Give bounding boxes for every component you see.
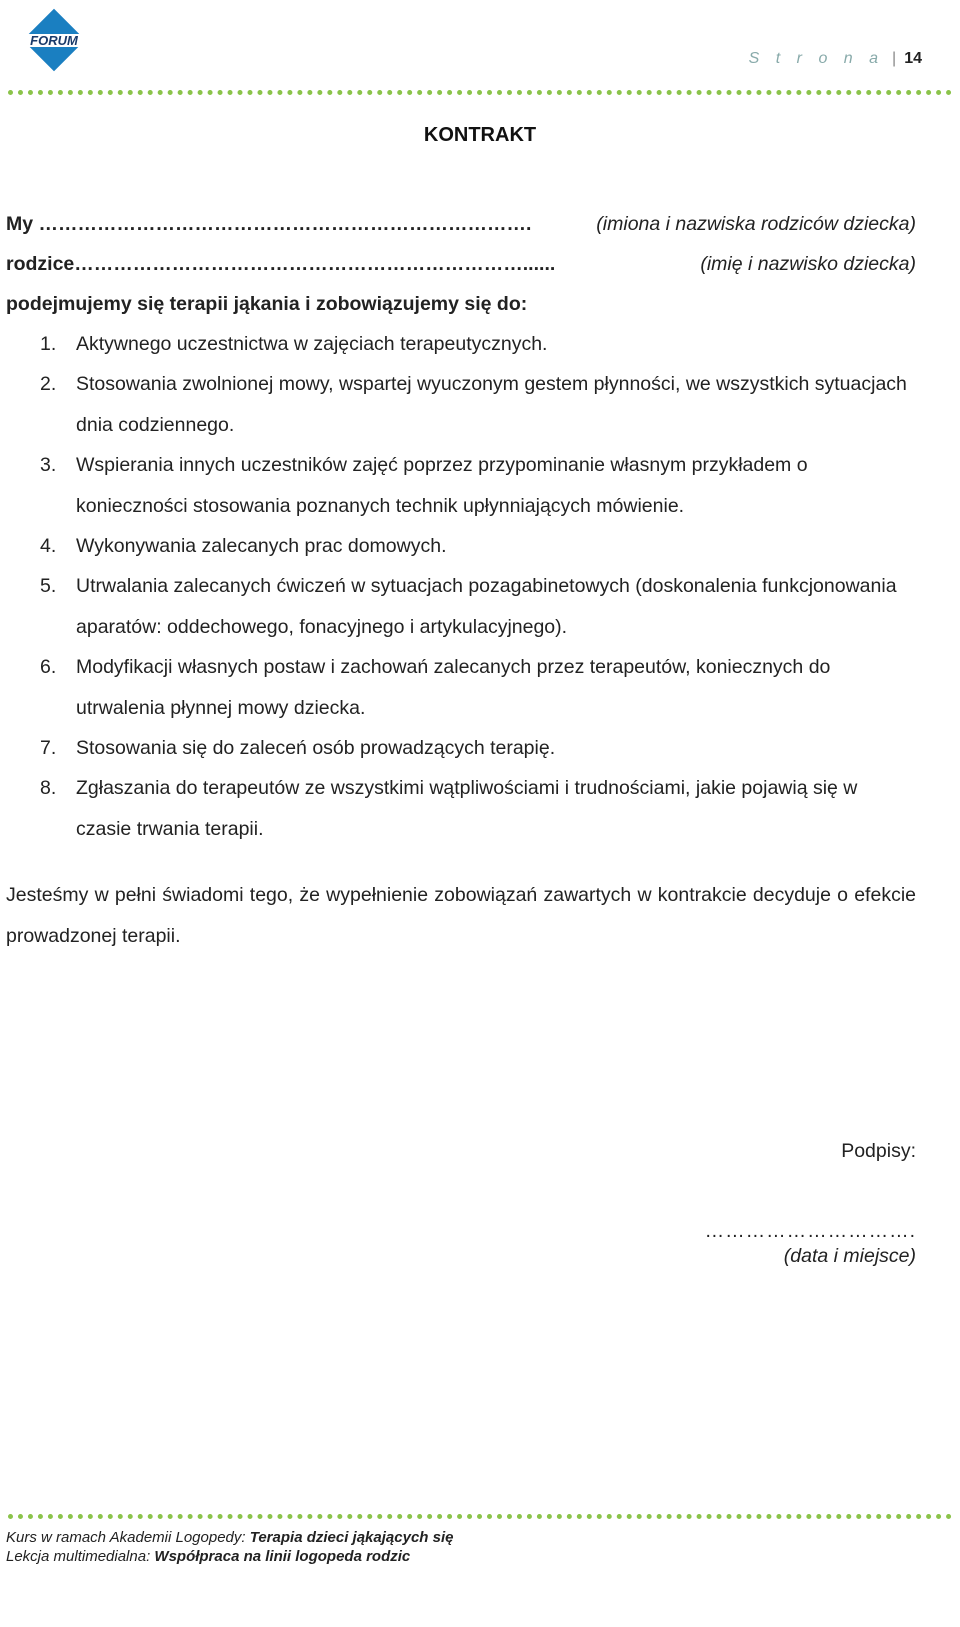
parents-hint: (imiona i nazwiska rodziców dziecka) — [596, 213, 916, 235]
child-blank: rodzice……………………………………………………………...... — [6, 253, 556, 275]
item-text: Stosowania zwolnionej mowy, wspartej wyuczonym gestem płynności, we wszystkich sytuacjach dnia codziennego. — [76, 373, 907, 436]
page-indicator — [749, 50, 922, 68]
list-item — [6, 526, 916, 566]
item-text: Wspierania innych uczestników zajęć poprzez przypominanie własnym przykładem o konieczności stosowania poznanych technik upłynniających mówienie. — [76, 454, 808, 517]
list-item — [6, 324, 916, 364]
item-number: 5. — [40, 575, 57, 598]
page-word: S t r o n a — [748, 50, 885, 67]
page-separator: | — [892, 50, 897, 67]
parents-blank: My …………………………………………………………………. — [6, 213, 532, 235]
item-number: 1. — [40, 333, 57, 355]
parents-line — [6, 204, 916, 244]
page-number: 14 — [904, 50, 922, 67]
footer-course-title: Terapia dzieci jąkających się — [249, 1529, 454, 1546]
svg-text:FORUM: FORUM — [30, 33, 78, 48]
list-item — [6, 768, 916, 849]
list-item — [6, 364, 916, 445]
forum-logo-graphic — [22, 8, 86, 72]
footer-dotted-divider — [8, 1514, 952, 1519]
footer — [6, 1528, 453, 1566]
item-text: Stosowania się do zaleceń osób prowadzących terapię. — [76, 737, 556, 760]
item-number: 3. — [40, 454, 57, 477]
item-number: 4. — [40, 535, 57, 558]
item-number: 7. — [40, 737, 57, 760]
contract-body — [6, 204, 916, 849]
obligations-list — [6, 324, 916, 849]
item-text: Zgłaszania do terapeutów ze wszystkimi wątpliwościami i trudnościami, jakie pojawią się w czasie trwania terapii. — [76, 777, 858, 840]
child-hint: (imię i nazwisko dziecka) — [700, 253, 916, 275]
closing-paragraph: Jesteśmy w pełni świadomi tego, że wypełnienie zobowiązań zawartych w kontrakcie decyduje o efekcie prowadzonej terapii. — [6, 884, 916, 947]
footer-lesson-title: Współpraca na linii logopeda rodzic — [154, 1548, 411, 1565]
item-number: 2. — [40, 373, 57, 396]
footer-course-prefix: Kurs w ramach Akademii Logopedy: — [6, 1529, 250, 1546]
header-dotted-divider — [8, 90, 952, 95]
item-text: Modyfikacji własnych postaw i zachowań zalecanych przez terapeutów, koniecznych do utrwalenia płynnej mowy dziecka. — [76, 656, 831, 719]
date-place-hint: (data i miejsce) — [783, 1245, 916, 1267]
footer-lesson-line — [6, 1547, 453, 1566]
signatures-label: Podpisy: — [841, 1140, 916, 1162]
item-number: 6. — [40, 656, 57, 679]
footer-course-line — [6, 1528, 453, 1547]
child-line — [6, 244, 916, 284]
document-title: KONTRAKT — [423, 124, 537, 146]
signature-blank: …………………………. — [704, 1220, 916, 1242]
item-text: Wykonywania zalecanych prac domowych. — [76, 535, 447, 558]
list-item — [6, 728, 916, 768]
list-item — [6, 445, 916, 526]
footer-lesson-prefix: Lekcja multimedialna: — [6, 1548, 155, 1565]
item-text: Aktywnego uczestnictwa w zajęciach terapeutycznych. — [76, 333, 548, 355]
list-item — [6, 566, 916, 647]
item-number: 8. — [40, 777, 57, 800]
forum-logo — [22, 8, 86, 72]
list-item — [6, 647, 916, 728]
item-text: Utrwalania zalecanych ćwiczeń w sytuacjach pozagabinetowych (doskonalenia funkcjonowania aparatów: oddechowego, fonacyjnego i artykulacyjnego). — [76, 575, 897, 638]
commitment-intro: podejmujemy się terapii jąkania i zobowiązujemy się do: — [6, 293, 528, 315]
